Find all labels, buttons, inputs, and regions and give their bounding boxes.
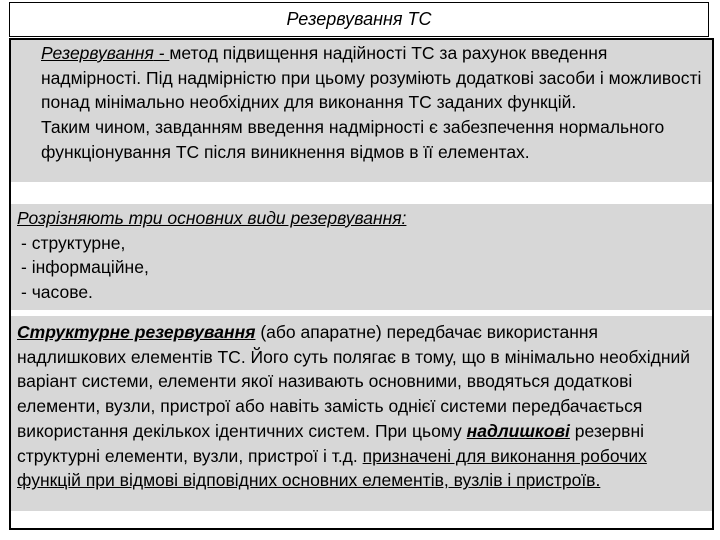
types-section (11, 204, 712, 310)
definition-term: Резервування (41, 43, 154, 63)
slide-title: Резервування ТС (9, 2, 709, 37)
structural-term: Структурне резервування (17, 322, 256, 342)
definition-text: метод підвищення надійності ТС за рахунок введення надмірності. Під надмірністю при цьому розуміють додаткові засоби і можливості понад мінімально необхідних для виконання ТС заданих функцій. (41, 43, 702, 113)
structural-section (11, 316, 712, 511)
content-box (9, 38, 714, 530)
types-item: - інформаційне, (21, 257, 149, 278)
structural-underlined: призначені для виконання робочих функцій при відмові відповідних основних елементів, вузлів і пристроїв. (17, 445, 647, 491)
types-item: - структурне, (21, 232, 126, 253)
structural-text-2: резервні структурні елементи, вузли, пристрої і т.д. (17, 420, 644, 466)
definition-section (11, 40, 712, 182)
definition-dash: - (153, 43, 170, 63)
types-heading: Розрізняють три основних види резервування: (17, 208, 407, 228)
structural-paragraph (17, 320, 706, 493)
purpose-paragraph: Таким чином, завданням введення надмірності є забезпечення нормального функціонування ТС після виникнення відмов в її елементах. (41, 117, 665, 162)
definition-paragraph (17, 41, 706, 115)
types-item: - часове. (21, 282, 93, 303)
structural-emphasis: надлишкові (466, 420, 570, 441)
structural-text-1: (або апаратне) передбачає використання надлишкових елементів ТС. Його суть полягає в тому, що в мінімально необхідний варіант системи, елементи якої називають основними, вводяться додаткові елементи, вузли, пристрої або навіть замість однієї системи передбачається використання декількох ідентичних систем. При цьому (17, 322, 691, 441)
